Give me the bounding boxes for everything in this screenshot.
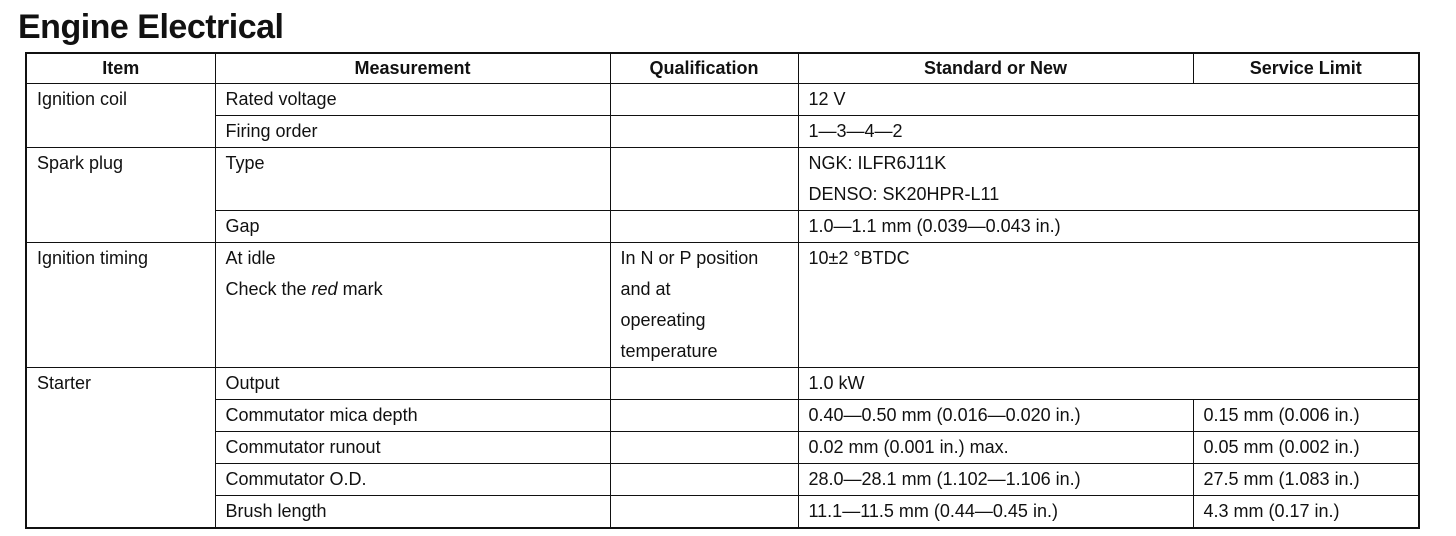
service-limit-cell: 0.15 mm (0.006 in.) bbox=[1193, 400, 1419, 432]
qualification-line: opereating bbox=[620, 310, 706, 330]
standard-cell: 12 V bbox=[798, 84, 1419, 116]
qualification-line: and at bbox=[620, 279, 671, 299]
service-limit-cell: 4.3 mm (0.17 in.) bbox=[1193, 496, 1419, 529]
header-item: Item bbox=[26, 53, 215, 84]
header-standard: Standard or New bbox=[798, 53, 1193, 84]
qualification-cell bbox=[610, 243, 798, 368]
standard-line: NGK: ILFR6J11K bbox=[808, 153, 947, 173]
standard-cell bbox=[798, 148, 1419, 211]
standard-cell: 1.0—1.1 mm (0.039—0.043 in.) bbox=[798, 211, 1419, 243]
standard-cell: 11.1—11.5 mm (0.44—0.45 in.) bbox=[798, 496, 1193, 529]
measurement-cell: Commutator runout bbox=[215, 432, 610, 464]
spec-table bbox=[25, 52, 1420, 529]
table-row bbox=[26, 116, 1419, 148]
qualification-cell bbox=[610, 148, 798, 211]
qualification-cell bbox=[610, 116, 798, 148]
table-row bbox=[26, 464, 1419, 496]
measurement-cell: Type bbox=[215, 148, 610, 211]
measurement-cell bbox=[215, 243, 610, 368]
standard-cell: 28.0—28.1 mm (1.102—1.106 in.) bbox=[798, 464, 1193, 496]
standard-cell: 0.40—0.50 mm (0.016—0.020 in.) bbox=[798, 400, 1193, 432]
measurement-emphasis: red bbox=[311, 279, 338, 299]
page-title: Engine Electrical bbox=[18, 8, 284, 46]
qualification-cell bbox=[610, 464, 798, 496]
table-row bbox=[26, 400, 1419, 432]
item-spark-plug: Spark plug bbox=[26, 148, 215, 243]
qualification-cell bbox=[610, 432, 798, 464]
table-row bbox=[26, 432, 1419, 464]
header-row bbox=[26, 53, 1419, 84]
table-row bbox=[26, 496, 1419, 529]
standard-line: DENSO: SK20HPR-L11 bbox=[808, 184, 1000, 204]
qualification-cell bbox=[610, 400, 798, 432]
service-limit-cell: 27.5 mm (1.083 in.) bbox=[1193, 464, 1419, 496]
item-ignition-coil: Ignition coil bbox=[26, 84, 215, 148]
table-row bbox=[26, 243, 1419, 368]
measurement-cell: Commutator O.D. bbox=[215, 464, 610, 496]
measurement-cell: Commutator mica depth bbox=[215, 400, 610, 432]
table-row bbox=[26, 211, 1419, 243]
table-row bbox=[26, 148, 1419, 211]
item-ignition-timing: Ignition timing bbox=[26, 243, 215, 368]
header-qualification: Qualification bbox=[610, 53, 798, 84]
qualification-cell bbox=[610, 368, 798, 400]
standard-cell: 10±2 °BTDC bbox=[798, 243, 1419, 368]
measurement-text: Check the bbox=[225, 279, 312, 299]
standard-cell: 1—3—4—2 bbox=[798, 116, 1419, 148]
qualification-cell bbox=[610, 84, 798, 116]
measurement-cell: Gap bbox=[215, 211, 610, 243]
measurement-cell: Brush length bbox=[215, 496, 610, 529]
measurement-line: At idle bbox=[225, 248, 276, 268]
header-service-limit: Service Limit bbox=[1193, 53, 1419, 84]
measurement-text: mark bbox=[337, 279, 383, 299]
header-measurement: Measurement bbox=[215, 53, 610, 84]
qualification-line: temperature bbox=[620, 341, 718, 361]
table-row bbox=[26, 368, 1419, 400]
qualification-cell bbox=[610, 211, 798, 243]
measurement-cell: Firing order bbox=[215, 116, 610, 148]
qualification-line: In N or P position bbox=[620, 248, 759, 268]
item-starter: Starter bbox=[26, 368, 215, 529]
service-limit-cell: 0.05 mm (0.002 in.) bbox=[1193, 432, 1419, 464]
measurement-cell: Rated voltage bbox=[215, 84, 610, 116]
table-row bbox=[26, 84, 1419, 116]
measurement-cell: Output bbox=[215, 368, 610, 400]
standard-cell: 0.02 mm (0.001 in.) max. bbox=[798, 432, 1193, 464]
measurement-line bbox=[226, 274, 610, 305]
standard-cell: 1.0 kW bbox=[798, 368, 1419, 400]
qualification-cell bbox=[610, 496, 798, 529]
